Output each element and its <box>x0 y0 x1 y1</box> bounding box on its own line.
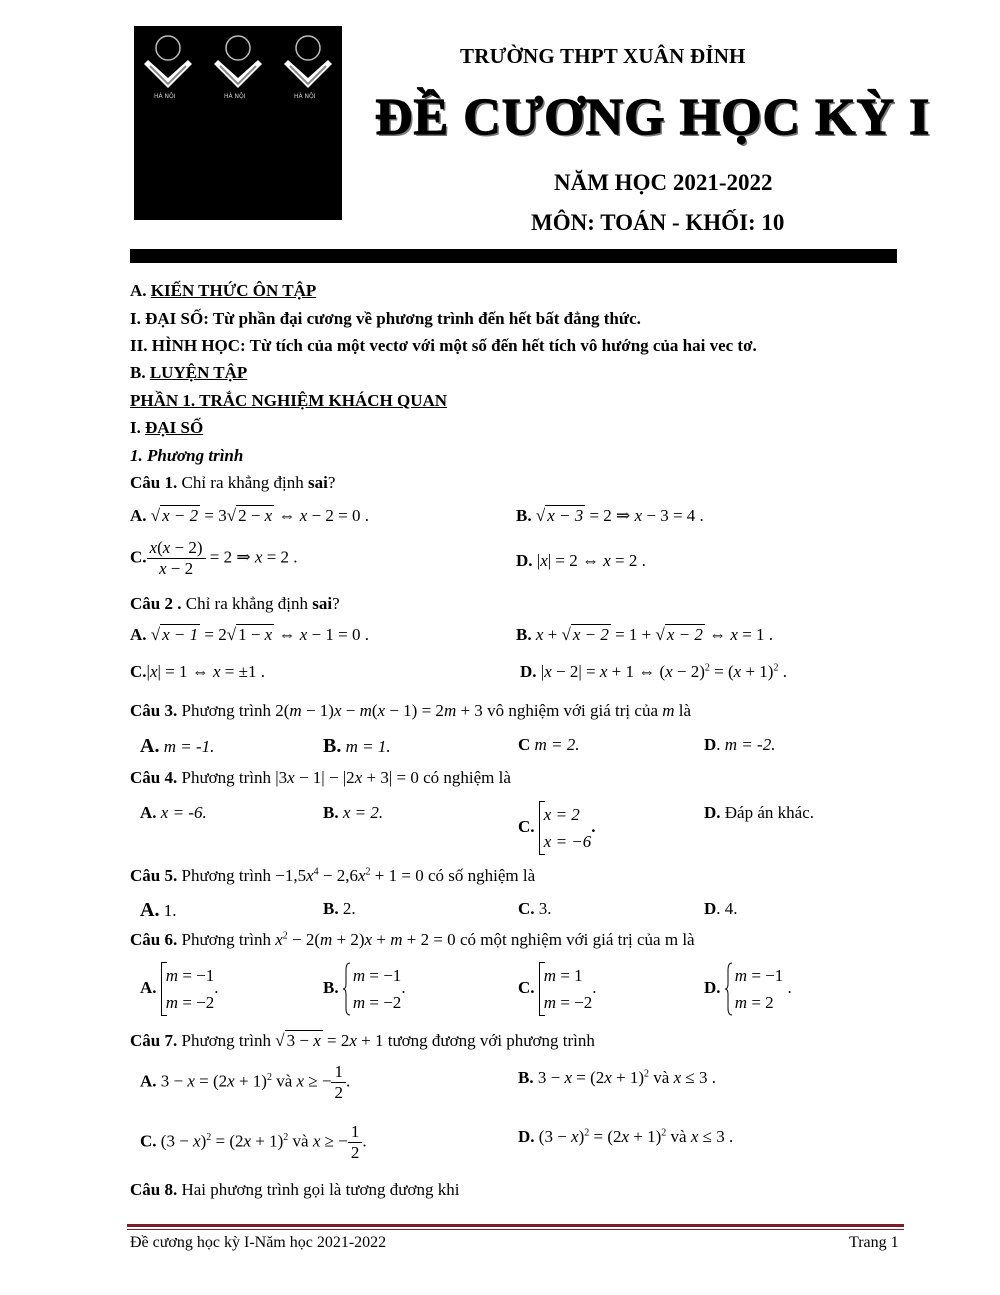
footer-divider <box>127 1224 904 1227</box>
q4-option-a[interactable]: A. x = -6. <box>140 803 207 822</box>
q4-option-d[interactable]: D. Đáp án khác. <box>704 803 814 822</box>
footer-title: Đề cương học kỳ I-Năm học 2021-2022 <box>130 1234 387 1251</box>
topic-heading: 1. Phương trình <box>130 446 244 465</box>
q6-equation: $x^2 - 2(m + 2)x + m + 2 = 0$ <box>275 930 456 949</box>
q7-equation: √ 3 − x = 2x + 1 <box>275 1031 384 1050</box>
school-logo <box>134 26 342 220</box>
q7-option-d[interactable]: D. $(3 - x)^2 = (2x + 1)^2$ và x ≤ 3 . <box>518 1127 734 1146</box>
question-3: Câu 3. Phương trình 2(m − 1)x − m(x − 1) = 2m + 3 vô nghiệm với giá trị của m là <box>130 701 692 720</box>
section-b-heading: B. LUYỆN TẬP <box>130 363 248 382</box>
question-5: Câu 5. Phương trình $-1,5x^4 - 2,6x^2 + 1 = 0$ có số nghiệm là <box>130 866 536 885</box>
q6-option-c[interactable]: C. m = 1 m = −2 . <box>518 962 597 1016</box>
q2-option-d[interactable]: D. |x − 2| = x + 1 ⇔ $(x - 2)^2 = (x + 1)^2$ . <box>520 662 787 681</box>
q5-option-c[interactable]: C. 3. <box>518 899 552 918</box>
question-8: Câu 8. Hai phương trình gọi là tương đương khi <box>130 1180 460 1199</box>
algebra-heading: I. ĐẠI SỐ <box>130 418 204 437</box>
subject-line: MÔN: TOÁN - KHỐI: 10 <box>531 210 785 235</box>
q3-option-b[interactable]: B. m = 1. <box>323 735 391 757</box>
q5-option-b[interactable]: B. 2. <box>323 899 356 918</box>
question-7: Câu 7. Phương trình √ 3 − x = 2x + 1 tương đương với phương trình <box>130 1031 595 1050</box>
q3-option-a[interactable]: A. m = -1. <box>140 735 215 757</box>
q6-option-a[interactable]: A. m = −1 m = −2 . <box>140 962 219 1016</box>
section-geometry-scope: II. HÌNH HỌC: Từ tích của một vectơ với một số đến hết tích vô hướng của hai vec tơ. <box>130 336 757 355</box>
header-divider <box>130 249 897 263</box>
q7-option-c[interactable]: C. $(3 - x)^2 = (2x + 1)^2$ và x ≥ − $\frac{1}{2}$ . <box>140 1122 367 1162</box>
q2-option-c[interactable]: C.|x| = 1 ⇔ x = ±1 . <box>130 662 265 681</box>
section-algebra-scope: I. ĐẠI SỐ: Từ phần đại cương về phương trình đến hết bất đẳng thức. <box>130 309 641 328</box>
q3-equation: 2(m − 1)x − m(x − 1) = 2m + 3 <box>275 701 483 720</box>
question-2: Câu 2 . Chỉ ra khẳng định sai? <box>130 594 340 613</box>
section-a-heading: A. KIẾN THỨC ÔN TẬP <box>130 281 317 300</box>
q1-option-c[interactable]: C. $\frac{x(x - 2)}{x - 2}$ = 2 ⇒ x = 2 . <box>130 538 298 578</box>
question-6: Câu 6. Phương trình $x^2 - 2(m + 2)x + m + 2 = 0$ có một nghiệm với giá trị của m là <box>130 930 695 949</box>
q5-option-d[interactable]: D. 4. <box>704 899 738 918</box>
school-year: NĂM HỌC 2021-2022 <box>554 170 773 195</box>
page-number: Trang 1 <box>849 1234 899 1251</box>
document-title: ĐỀ CƯƠNG HỌC KỲ I <box>375 89 931 146</box>
q2-option-a[interactable]: A. √ x − 1 = 2√ 1 − x ⇔ x − 1 = 0 . <box>130 625 369 644</box>
q5-option-a[interactable]: A. 1. <box>140 899 177 921</box>
q6-option-d[interactable]: D. m = −1 m = 2 . <box>704 962 792 1016</box>
svg-text:HÀ NỘI: HÀ NỘI <box>224 93 246 100</box>
part1-heading: PHẦN 1. TRẮC NGHIỆM KHÁCH QUAN <box>130 391 448 410</box>
q6-option-b[interactable]: B. m = −1 m = −2 . <box>323 962 406 1016</box>
q4-option-b[interactable]: B. x = 2. <box>323 803 384 822</box>
logo-caption: HÀ NỘI <box>154 93 176 100</box>
q3-option-c[interactable]: C m = 2. <box>518 735 580 754</box>
svg-text:HÀ NỘI: HÀ NỘI <box>294 93 316 100</box>
footer-divider-thin <box>127 1229 904 1230</box>
q7-option-b[interactable]: B. $3 - x = (2x + 1)^2$ và x ≤ 3 . <box>518 1068 716 1087</box>
q1-option-d[interactable]: D. |x| = 2 ⇔ x = 2 . <box>516 551 646 570</box>
q4-option-c[interactable]: C. x = 2 x = −6 . <box>518 801 596 855</box>
school-name: TRƯỜNG THPT XUÂN ĐỈNH <box>460 44 746 68</box>
q3-option-d[interactable]: D. m = -2. <box>704 735 776 754</box>
q7-option-a[interactable]: A. $3 - x = (2x + 1)^2$ và x ≥ − $\frac{1}{2}$ . <box>140 1062 351 1102</box>
q1-option-b[interactable]: B. √ x − 3 = 2 ⇒ x − 3 = 4 . <box>516 506 704 525</box>
q1-option-a[interactable]: A. √ x − 2 = 3√ 2 − x ⇔ x − 2 = 0 . <box>130 506 369 525</box>
q4-equation: |3x − 1| − |2x + 3| = 0 <box>275 768 419 787</box>
question-4: Câu 4. Phương trình |3x − 1| − |2x + 3| = 0 có nghiệm là <box>130 768 511 787</box>
question-1: Câu 1. Chỉ ra khẳng định sai? <box>130 473 336 492</box>
q5-equation: $-1,5x^4 - 2,6x^2 + 1 = 0$ <box>275 866 424 885</box>
q2-option-b[interactable]: B. x + √ x − 2 = 1 + √ x − 2 ⇔ x = 1 . <box>516 625 774 644</box>
